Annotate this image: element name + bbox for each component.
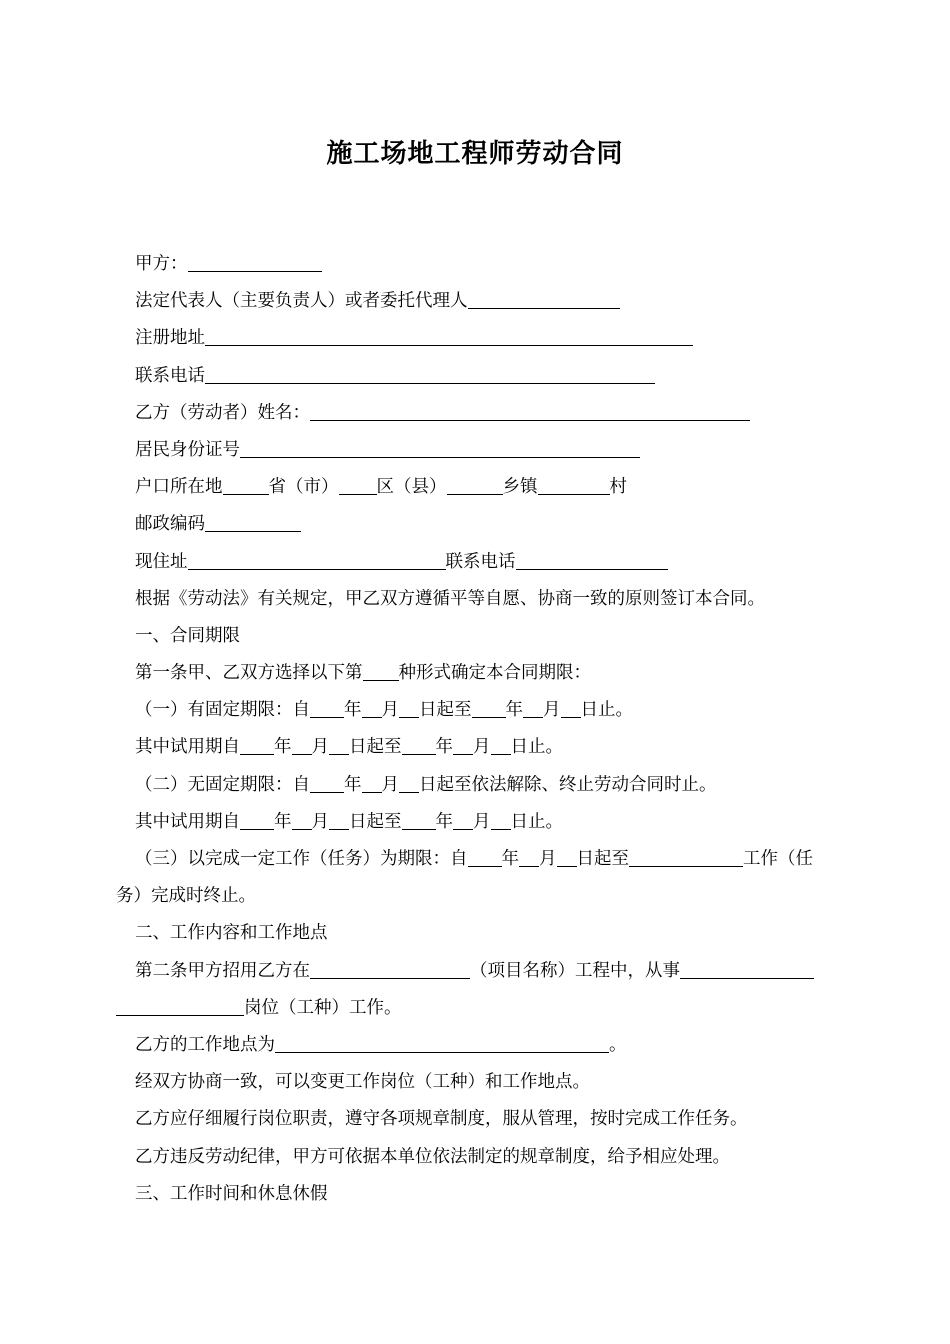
blank-field[interactable] <box>523 700 543 719</box>
contract-body <box>116 246 836 1213</box>
change-paragraph: 经双方协商一致，可以变更工作岗位（工种）和工作地点。 <box>135 1072 590 1093</box>
blank-field[interactable] <box>329 737 349 756</box>
blank-field[interactable] <box>310 774 344 793</box>
party-b-name-line: 乙方（劳动者）姓名： <box>116 395 836 432</box>
blank-field[interactable] <box>516 551 668 570</box>
section-heading: 一、合同期限 <box>135 625 240 646</box>
blank-field[interactable] <box>447 477 503 496</box>
blank-field[interactable] <box>188 254 322 273</box>
probation-line: 其中试用期自 年 月 日起至 年 月 日止。 <box>135 737 563 758</box>
task-term-cont: 务）完成时终止。 <box>116 886 256 907</box>
blank-field[interactable] <box>205 328 693 347</box>
blank-field[interactable] <box>557 849 577 868</box>
probation-line: 其中试用期自 年 月 日起至 年 月 日止。 <box>135 811 563 832</box>
fixed-term-line: （一）有固定期限：自 年 月 日起至 年 月 日止。 <box>135 700 633 721</box>
discipline-paragraph: 乙方违反劳动纪律，甲方可依据本单位依法制定的规章制度，给予相应处理。 <box>135 1146 730 1167</box>
blank-field[interactable] <box>310 700 344 719</box>
blank-field[interactable] <box>629 849 743 868</box>
blank-field[interactable] <box>399 700 419 719</box>
open-term-line: （二）无固定期限：自 年 月 日起至依法解除、终止劳动合同时止。 <box>135 774 717 795</box>
blank-field[interactable] <box>240 811 274 830</box>
article-2: 第二条甲方招用乙方在 （项目名称）工程中，从事 <box>116 953 836 990</box>
blank-field[interactable] <box>468 291 620 310</box>
current-address-line: 现住址 联系电话 <box>116 544 836 581</box>
section-heading: 二、工作内容和工作地点 <box>135 923 328 944</box>
blank-field[interactable] <box>188 551 446 570</box>
blank-field[interactable] <box>363 663 399 682</box>
duty-paragraph: 乙方应仔细履行岗位职责，遵守各项规章制度，服从管理，按时完成工作任务。 <box>135 1109 748 1130</box>
blank-field[interactable] <box>362 700 382 719</box>
section-heading: 三、工作时间和休息休假 <box>135 1183 328 1204</box>
postcode-line: 邮政编码 <box>116 506 836 543</box>
blank-field[interactable] <box>223 477 269 496</box>
blank-field[interactable] <box>453 811 473 830</box>
blank-field[interactable] <box>453 737 473 756</box>
hukou-line: 户口所在地 省（市） 区（县） 乡镇 村 <box>135 477 627 498</box>
id-number-line: 居民身份证号 <box>116 432 836 469</box>
task-term-line: （三）以完成一定工作（任务）为期限：自 年 月 日起至 工作（任 <box>135 849 813 869</box>
blank-field[interactable] <box>292 811 312 830</box>
contact-phone-line: 联系电话 <box>116 358 836 395</box>
blank-field[interactable] <box>310 960 470 979</box>
blank-field[interactable] <box>339 477 377 496</box>
blank-field[interactable] <box>680 960 814 979</box>
blank-field[interactable] <box>491 737 511 756</box>
blank-field[interactable] <box>468 849 502 868</box>
article-1: 第一条甲、乙双方选择以下第 种形式确定本合同期限： <box>135 663 591 684</box>
blank-field[interactable] <box>362 774 382 793</box>
blank-field[interactable] <box>240 439 640 458</box>
blank-field[interactable] <box>538 477 610 496</box>
blank-field[interactable] <box>402 737 436 756</box>
blank-field[interactable] <box>329 811 349 830</box>
reg-address-line: 注册地址 <box>116 320 836 357</box>
blank-field[interactable] <box>399 774 419 793</box>
blank-field[interactable] <box>519 849 539 868</box>
blank-field[interactable] <box>205 514 301 533</box>
blank-field[interactable] <box>240 737 274 756</box>
party-a-line: 甲方： <box>116 246 836 283</box>
blank-field[interactable] <box>205 365 655 384</box>
blank-field[interactable] <box>472 700 506 719</box>
blank-field[interactable] <box>116 997 244 1016</box>
workplace-line: 乙方的工作地点为 。 <box>135 1034 627 1055</box>
blank-field[interactable] <box>491 811 511 830</box>
page-title: 施工场地工程师劳动合同 <box>326 139 624 169</box>
blank-field[interactable] <box>561 700 581 719</box>
blank-field[interactable] <box>402 811 436 830</box>
intro-paragraph: 根据《劳动法》有关规定，甲乙双方遵循平等自愿、协商一致的原则签订本合同。 <box>135 588 765 609</box>
blank-field[interactable] <box>292 737 312 756</box>
article-2-cont: 岗位（工种）工作。 <box>116 990 836 1027</box>
blank-field[interactable] <box>310 402 750 421</box>
legal-rep-line: 法定代表人（主要负责人）或者委托代理人 <box>116 283 836 320</box>
blank-field[interactable] <box>275 1034 609 1053</box>
